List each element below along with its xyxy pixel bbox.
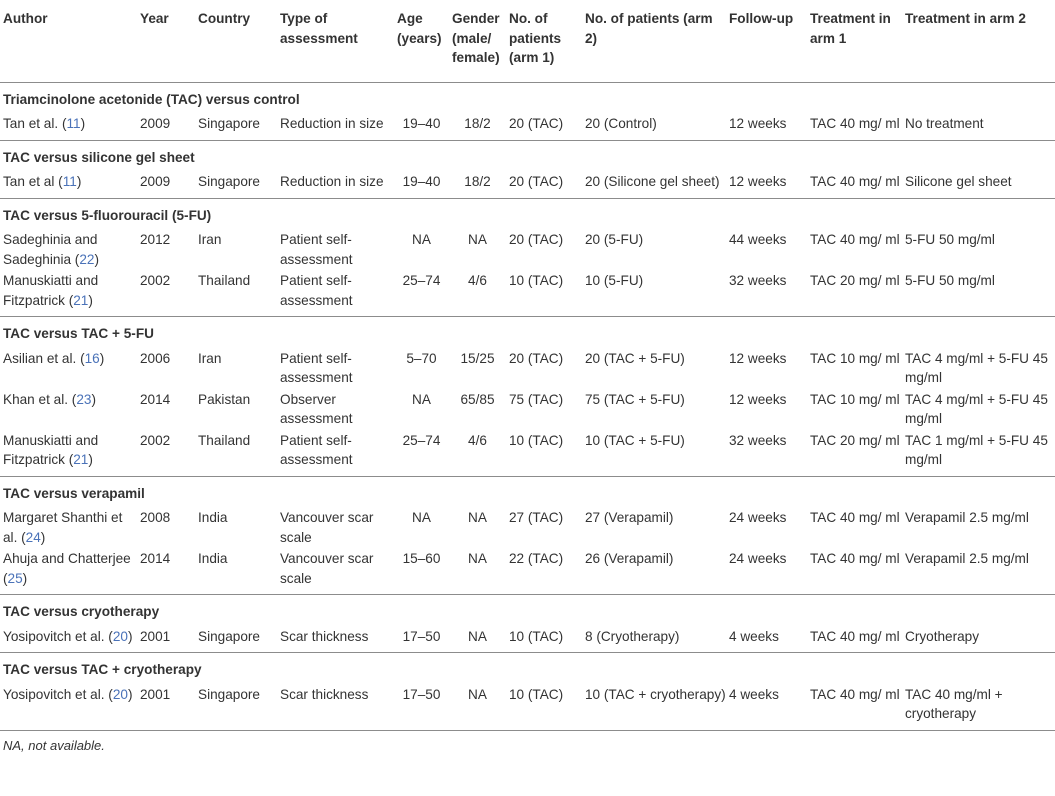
- table-body: [0, 82, 1055, 730]
- cell-patients-arm2: 27 (Verapamil): [585, 510, 674, 525]
- reference-link[interactable]: 11: [62, 174, 77, 189]
- group-header-row: [0, 82, 1055, 114]
- author-name: Tan et al.: [3, 116, 59, 131]
- cell-author: Yosipovitch et al. (20): [3, 686, 133, 702]
- cell-patients-arm2: 10 (TAC + 5-FU): [585, 432, 685, 448]
- cell-gender: NA: [468, 510, 487, 525]
- cell-follow-up: 24 weeks: [729, 551, 787, 566]
- group-title: TAC versus TAC + 5-FU: [3, 326, 154, 341]
- cell-follow-up: 4 weeks: [729, 686, 779, 702]
- cell-gender: NA: [468, 551, 487, 566]
- cell-treatment-arm1: TAC 40 mg/ ml: [810, 510, 900, 525]
- cell-follow-up: 44 weeks: [729, 232, 787, 247]
- cell-patients-arm1: 20 (TAC): [509, 174, 564, 189]
- cell-age: NA: [412, 232, 431, 247]
- cell-year: 2014: [140, 391, 171, 407]
- cell-country: Thailand: [198, 273, 251, 288]
- cell-treatment-arm1: TAC 40 mg/ ml: [810, 628, 900, 644]
- cell-age: 15–60: [402, 551, 441, 566]
- cell-author: Yosipovitch et al. (20): [3, 628, 133, 644]
- reference-link[interactable]: 25: [7, 570, 23, 586]
- cell-treatment-arm1: TAC 40 mg/ ml: [810, 232, 900, 247]
- cell-treatment-arm2: TAC 4 mg/ml + 5-FU 45 mg/ml: [905, 391, 1048, 426]
- cell-country: India: [198, 510, 228, 525]
- cell-patients-arm1: 10 (TAC): [509, 686, 564, 702]
- cell-gender: 18/2: [464, 116, 491, 131]
- reference-link[interactable]: 24: [25, 529, 41, 545]
- cell-age: 17–50: [402, 628, 441, 644]
- cell-age: 25–74: [402, 273, 441, 288]
- header-year: Year: [140, 11, 169, 26]
- cell-patients-arm1: 20 (TAC): [509, 350, 564, 366]
- cell-year: 2001: [140, 686, 171, 702]
- cell-age: NA: [412, 391, 431, 407]
- cell-patients-arm1: 10 (TAC): [509, 273, 564, 288]
- table-row: [0, 271, 1055, 317]
- cell-treatment-arm2: 5-FU 50 mg/ml: [905, 232, 995, 247]
- cell-type-of-assessment: Scar thickness: [280, 686, 369, 702]
- reference-link[interactable]: 16: [84, 350, 100, 366]
- group-title: TAC versus cryotherapy: [3, 604, 160, 619]
- cell-author: Margaret Shanthi et al. (24): [3, 510, 123, 545]
- cell-type-of-assessment: Patient self-assessment: [280, 432, 353, 467]
- reference-link[interactable]: 20: [112, 628, 128, 644]
- cell-gender: 65/85: [460, 391, 495, 407]
- table-row: [0, 685, 1055, 730]
- reference-link[interactable]: 21: [73, 292, 89, 308]
- cell-country: Iran: [198, 232, 222, 247]
- cell-gender: NA: [468, 628, 487, 644]
- cell-year: 2009: [140, 116, 171, 131]
- author-name: Margaret Shanthi et al.: [3, 510, 123, 545]
- cell-year: 2009: [140, 174, 171, 189]
- cell-follow-up: 12 weeks: [729, 116, 787, 131]
- cell-patients-arm2: 20 (Silicone gel sheet): [585, 174, 720, 189]
- header-row: [0, 0, 1055, 82]
- cell-author: Manuskiatti and Fitzpatrick (21): [3, 273, 99, 308]
- cell-treatment-arm2: Silicone gel sheet: [905, 174, 1012, 189]
- cell-type-of-assessment: Scar thickness: [280, 628, 369, 644]
- group-header-row: [0, 476, 1055, 508]
- cell-age: 25–74: [402, 432, 441, 448]
- cell-age: 19–40: [402, 174, 441, 189]
- cell-author: Sadeghinia and Sadeghinia (22): [3, 232, 99, 267]
- header-treatment-arm1: Treatment in arm 1: [810, 11, 891, 46]
- author-name: Asilian et al.: [3, 350, 77, 366]
- cell-gender: 18/2: [464, 174, 491, 189]
- author-name: Tan et al: [3, 174, 55, 189]
- cell-treatment-arm2: Verapamil 2.5 mg/ml: [905, 510, 1029, 525]
- header-age: Age (years): [397, 11, 442, 46]
- cell-patients-arm2: 20 (5-FU): [585, 232, 644, 247]
- cell-type-of-assessment: Reduction in size: [280, 174, 384, 189]
- cell-year: 2008: [140, 510, 171, 525]
- cell-country: Singapore: [198, 116, 260, 131]
- author-name: Sadeghinia and Sadeghinia: [3, 232, 98, 267]
- author-name: Ahuja and Chatterjee: [3, 551, 131, 566]
- cell-patients-arm2: 75 (TAC + 5-FU): [585, 391, 685, 407]
- cell-patients-arm2: 8 (Cryotherapy): [585, 628, 680, 644]
- cell-author: Ahuja and Chatterjee (25): [3, 551, 131, 586]
- cell-treatment-arm1: TAC 40 mg/ ml: [810, 116, 900, 131]
- author-name: Manuskiatti and Fitzpatrick: [3, 432, 99, 467]
- cell-year: 2012: [140, 232, 171, 247]
- cell-type-of-assessment: Observer assessment: [280, 391, 353, 426]
- cell-treatment-arm1: TAC 10 mg/ ml: [810, 391, 900, 407]
- table-row: [0, 508, 1055, 549]
- header-follow-up: Follow-up: [729, 11, 794, 26]
- cell-gender: NA: [468, 232, 487, 247]
- cell-gender: 4/6: [468, 273, 487, 288]
- header-author: Author: [3, 11, 48, 26]
- cell-patients-arm1: 10 (TAC): [509, 432, 564, 448]
- group-title: TAC versus TAC + cryotherapy: [3, 662, 202, 677]
- group-header-row: [0, 317, 1055, 349]
- cell-year: 2002: [140, 273, 171, 288]
- cell-year: 2002: [140, 432, 171, 448]
- header-patients-arm1: No. of patients (arm 1): [509, 11, 562, 65]
- cell-type-of-assessment: Vancouver scar scale: [280, 551, 374, 586]
- cell-author: Khan et al. (23): [3, 391, 96, 407]
- table-row: [0, 230, 1055, 271]
- table-row: [0, 549, 1055, 595]
- cell-treatment-arm1: TAC 40 mg/ ml: [810, 551, 900, 566]
- cell-year: 2001: [140, 628, 171, 644]
- table-row: [0, 390, 1055, 431]
- table-row: [0, 172, 1055, 198]
- header-treatment-arm2: Treatment in arm 2: [905, 11, 1026, 26]
- cell-country: India: [198, 551, 228, 566]
- cell-treatment-arm2: TAC 4 mg/ml + 5-FU 45 mg/ml: [905, 350, 1048, 385]
- author-name: Yosipovitch et al.: [3, 686, 105, 702]
- cell-patients-arm1: 10 (TAC): [509, 628, 564, 644]
- header-country: Country: [198, 11, 251, 26]
- cell-gender: 15/25: [460, 350, 495, 366]
- reference-link[interactable]: 23: [76, 391, 92, 407]
- cell-type-of-assessment: Patient self-assessment: [280, 350, 353, 385]
- cell-age: 5–70: [406, 350, 437, 366]
- header-type-of-assessment: Type of assessment: [280, 11, 358, 46]
- cell-treatment-arm2: Verapamil 2.5 mg/ml: [905, 551, 1029, 566]
- table-footnote: NA, not available.: [3, 737, 105, 753]
- group-header-row: [0, 198, 1055, 230]
- cell-follow-up: 32 weeks: [729, 432, 787, 448]
- reference-link[interactable]: 11: [66, 116, 81, 131]
- cell-author: Manuskiatti and Fitzpatrick (21): [3, 432, 99, 467]
- table-row: [0, 114, 1055, 140]
- cell-patients-arm2: 26 (Verapamil): [585, 551, 674, 566]
- reference-link[interactable]: 22: [79, 251, 95, 267]
- group-title: TAC versus silicone gel sheet: [3, 149, 195, 165]
- cell-age: 17–50: [402, 686, 441, 702]
- cell-type-of-assessment: Reduction in size: [280, 116, 384, 131]
- cell-country: Singapore: [198, 628, 260, 644]
- cell-country: Singapore: [198, 686, 260, 702]
- reference-link[interactable]: 21: [73, 452, 89, 467]
- header-patients-arm2: No. of patients (arm 2): [585, 11, 713, 46]
- group-header-row: [0, 595, 1055, 627]
- cell-treatment-arm1: TAC 20 mg/ ml: [810, 432, 900, 448]
- cell-treatment-arm2: TAC 1 mg/ml + 5-FU 45 mg/ml: [905, 432, 1048, 467]
- cell-author: Tan et al. (11): [3, 116, 86, 131]
- table-row: [0, 431, 1055, 477]
- cell-follow-up: 12 weeks: [729, 350, 787, 366]
- cell-patients-arm1: 20 (TAC): [509, 232, 564, 247]
- group-header-row: [0, 140, 1055, 172]
- cell-follow-up: 24 weeks: [729, 510, 787, 525]
- cell-gender: NA: [468, 686, 487, 702]
- group-title: Triamcinolone acetonide (TAC) versus control: [3, 91, 300, 107]
- cell-treatment-arm1: TAC 20 mg/ ml: [810, 273, 900, 288]
- cell-patients-arm2: 10 (TAC + cryotherapy): [585, 686, 726, 702]
- cell-type-of-assessment: Vancouver scar scale: [280, 510, 374, 545]
- cell-follow-up: 12 weeks: [729, 391, 787, 407]
- cell-treatment-arm2: No treatment: [905, 116, 984, 131]
- cell-year: 2006: [140, 350, 171, 366]
- cell-patients-arm1: 20 (TAC): [509, 116, 564, 131]
- cell-type-of-assessment: Patient self-assessment: [280, 232, 353, 267]
- cell-country: Pakistan: [198, 391, 251, 407]
- cell-author: Tan et al (11): [3, 174, 82, 189]
- group-header-row: [0, 653, 1055, 685]
- cell-country: Thailand: [198, 432, 251, 448]
- table-row: [0, 627, 1055, 653]
- cell-patients-arm2: 10 (5-FU): [585, 273, 644, 288]
- group-title: TAC versus 5-fluorouracil (5-FU): [3, 207, 212, 223]
- cell-age: 19–40: [402, 116, 441, 131]
- cell-treatment-arm2: TAC 40 mg/ml + cryotherapy: [905, 686, 1003, 721]
- group-title: TAC versus verapamil: [3, 485, 145, 501]
- cell-patients-arm2: 20 (TAC + 5-FU): [585, 350, 685, 366]
- cell-year: 2014: [140, 551, 171, 566]
- cell-author: Asilian et al. (16): [3, 350, 105, 366]
- author-name: Yosipovitch et al.: [3, 628, 105, 644]
- cell-follow-up: 4 weeks: [729, 628, 779, 644]
- cell-country: Iran: [198, 350, 222, 366]
- cell-age: NA: [412, 510, 431, 525]
- cell-treatment-arm2: Cryotherapy: [905, 628, 980, 644]
- cell-type-of-assessment: Patient self-assessment: [280, 273, 353, 308]
- cell-patients-arm1: 22 (TAC): [509, 551, 564, 566]
- cell-follow-up: 32 weeks: [729, 273, 787, 288]
- cell-treatment-arm1: TAC 10 mg/ ml: [810, 350, 900, 366]
- reference-link[interactable]: 20: [112, 686, 128, 702]
- cell-country: Singapore: [198, 174, 260, 189]
- cell-patients-arm2: 20 (Control): [585, 116, 657, 131]
- cell-gender: 4/6: [468, 432, 487, 448]
- cell-treatment-arm1: TAC 40 mg/ ml: [810, 174, 900, 189]
- cell-patients-arm1: 75 (TAC): [509, 391, 564, 407]
- table-row: [0, 349, 1055, 390]
- cell-treatment-arm1: TAC 40 mg/ ml: [810, 686, 900, 702]
- author-name: Khan et al.: [3, 391, 68, 407]
- cell-treatment-arm2: 5-FU 50 mg/ml: [905, 273, 995, 288]
- header-gender: Gender (male/ female): [452, 11, 500, 65]
- cell-patients-arm1: 27 (TAC): [509, 510, 564, 525]
- author-name: Manuskiatti and Fitzpatrick: [3, 273, 99, 308]
- cell-follow-up: 12 weeks: [729, 174, 787, 189]
